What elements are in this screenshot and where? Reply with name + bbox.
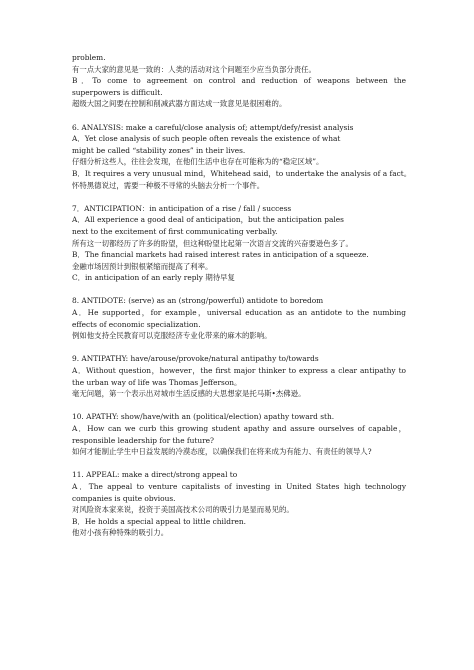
text-line: 超级大国之间要在控制和削减武器方面达成一致意见是很困难的。 (72, 99, 287, 109)
entry-heading: 10. APATHY: show/have/with an (political/election) apathy toward sth. (72, 412, 335, 422)
entry-apathy (72, 411, 406, 457)
entry-analysis (72, 122, 412, 192)
text-line: 所有这一切都经历了许多的盼望，但这种盼望比起第一次语言交流的兴奋要逊色多了。 (72, 238, 353, 248)
text-line: B．He holds a special appeal to little children. (72, 516, 246, 526)
entry-heading: 6. ANALYSIS: make a careful/close analysis of; attempt/defy/resist analysis (72, 122, 354, 132)
text-line: 金融市场因预计到银根紧缩而提高了利率。 (72, 261, 213, 271)
entry-heading: 8. ANTIDOTE: (serve) as an (strong/powerful) antidote to boredom (72, 296, 324, 306)
entry-appeal (72, 469, 406, 539)
text-line: 他对小孩有种特殊的吸引力。 (72, 528, 169, 538)
text-line: A．The appeal to venture capitalists of investing in United States high technology companies is quite obvious. (72, 481, 406, 503)
text-line: C．in anticipation of an early reply 期待早复 (72, 273, 235, 283)
text-line: 对风险资本家来说，投资于美国高技术公司的吸引力是显而易见的。 (72, 505, 294, 515)
entry-heading: 11. APPEAL: make a direct/strong appeal to (72, 470, 238, 480)
entry-antidote (72, 295, 406, 341)
text-line: 毫无问题，第一个表示出对城市生活反感的大思想家是托马斯•杰佛逊。 (72, 389, 306, 399)
text-line: A．He supported，for example，universal education as an antidote to the numbing effects of economic specialization. (72, 308, 406, 329)
entry-5-tail (72, 52, 406, 110)
text-line: B．It requires a very unusual mind，Whitehead said，to undertake the analysis of a fact。 (72, 168, 412, 178)
text-line: 例如他支持全民教育可以克服经济专业化带来的麻木的影响。 (72, 331, 272, 341)
document-page (72, 52, 412, 539)
text-line: problem. (72, 53, 106, 62)
text-line: B．The financial markets had raised interest rates in anticipation of a squeeze. (72, 250, 369, 260)
text-line: A．How can we curb this growing student apathy and assure ourselves of capable，responsible leadership for the future? (72, 424, 406, 445)
text-line: A．Yet close analysis of such people often reveals the existence of what (72, 134, 341, 144)
entry-anticipation (72, 203, 406, 284)
text-line: 有一点大家的意见是一致的：人类的活动对这个问题至少应当负部分责任。 (72, 64, 316, 74)
text-line: 怀特黑德说过，需要一种极不寻常的头脑去分析一个事件。 (72, 180, 265, 190)
text-line: A．All experience a good deal of anticipation，but the anticipation pales (72, 215, 344, 225)
text-line: 如何才能制止学生中日益发展的冷漠态度，以确保我们在将来成为有能力、有责任的领导人? (72, 447, 372, 457)
entry-antipathy (72, 353, 406, 399)
entry-heading: 7．ANTICIPATION：in anticipation of a rise / fall / success (72, 203, 292, 213)
text-line: B．To come to agreement on control and reduction of weapons between the superpowers is difficult. (72, 76, 406, 97)
text-line: A．Without question，however，the first major thinker to express a clear antipathy to the urban way of life was Thomas Jefferson。 (72, 366, 406, 387)
text-line: next to the excitement of first communicating verbally. (72, 226, 278, 236)
text-line: might be called “stability zones” in their lives. (72, 145, 246, 155)
text-line: 仔细分析这些人，往往会发现，在他们生活中也存在可能称为的“稳定区域”。 (72, 157, 324, 167)
entry-heading: 9. ANTIPATHY: have/arouse/provoke/natural antipathy to/towards (72, 354, 319, 364)
